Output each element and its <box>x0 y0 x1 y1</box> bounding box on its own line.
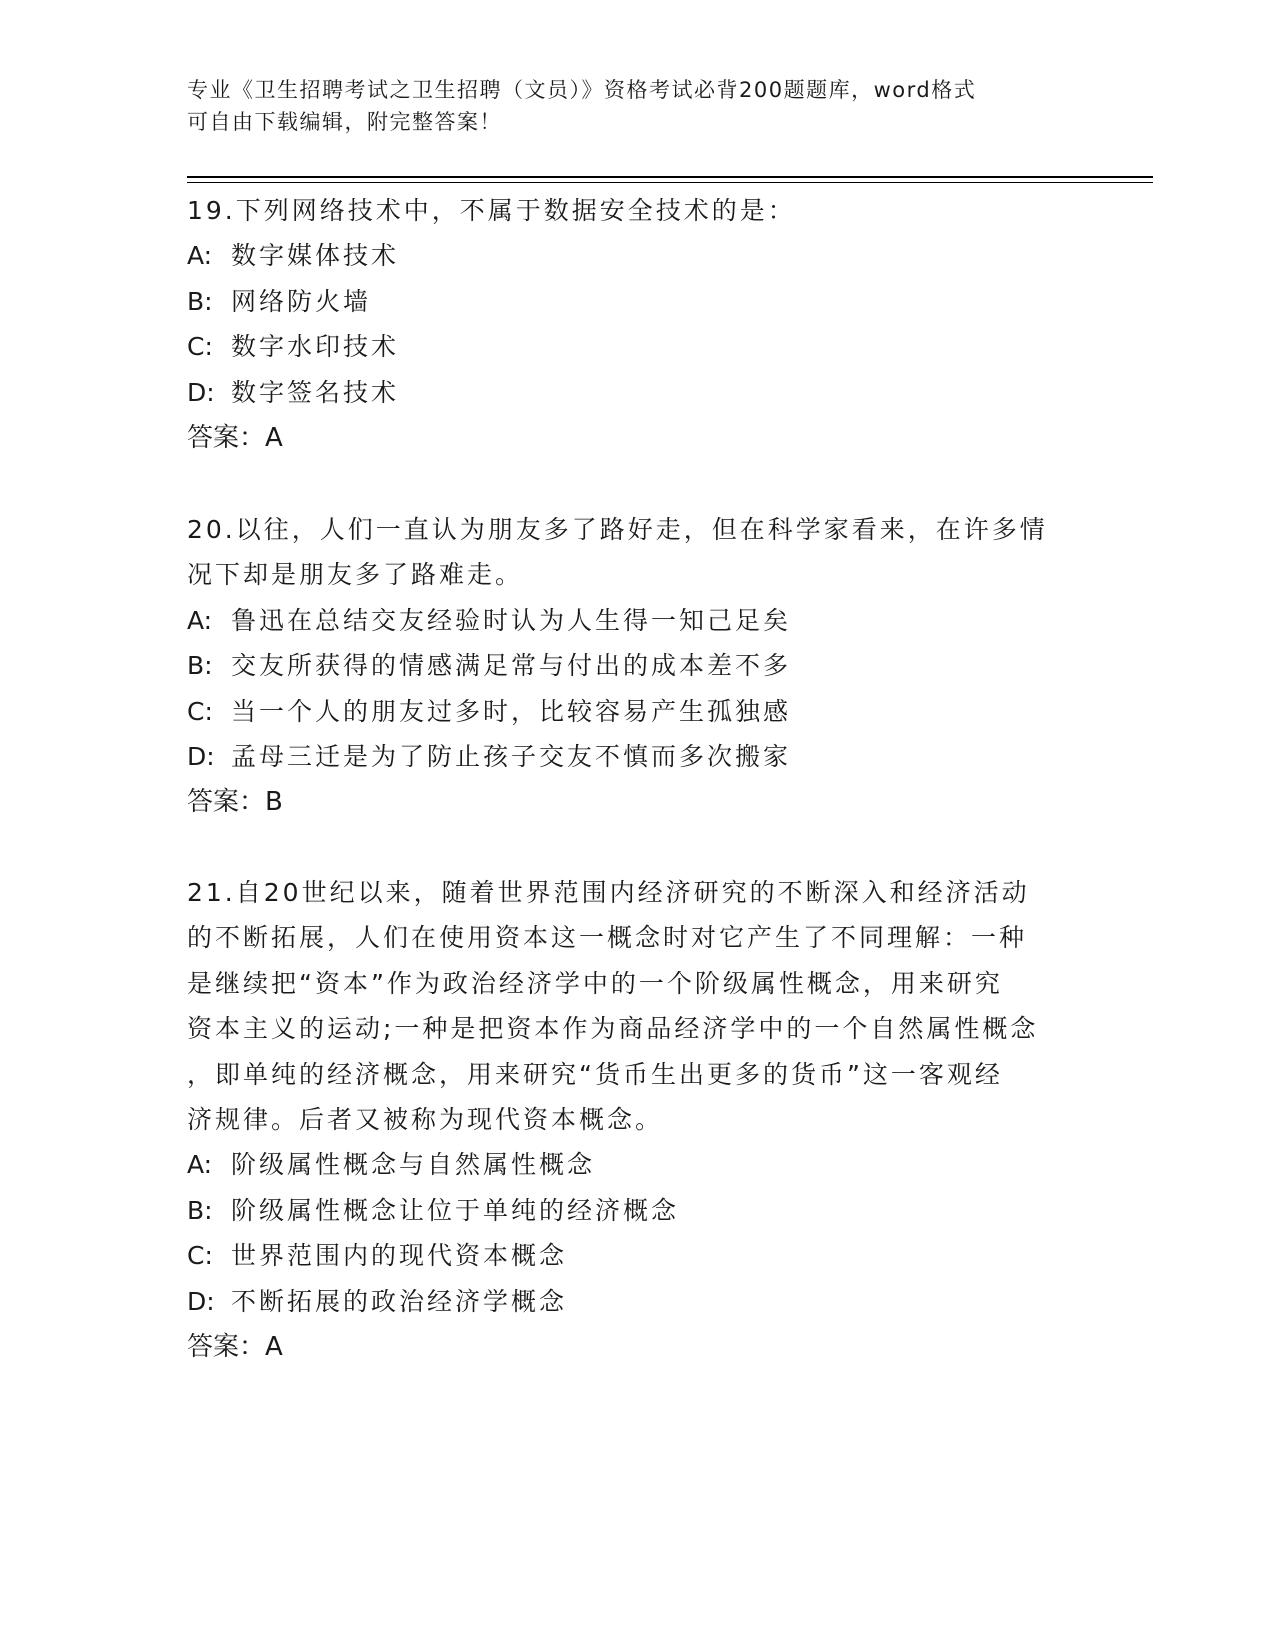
option-letter: C: <box>187 696 213 726</box>
document-header <box>187 74 1087 138</box>
option-letter: B: <box>187 1195 213 1225</box>
answer: 答案：A <box>187 423 283 454</box>
option-letter: D: <box>187 377 215 407</box>
option-a <box>187 598 1087 643</box>
header-line-1: 专业《卫生招聘考试之卫生招聘（文员）》资格考试必背200题题库，word格式 <box>187 78 977 102</box>
option-letter: C: <box>187 1241 213 1271</box>
question-stem-line: 资本主义的运动;一种是把资本作为商品经济学中的一个自然属性概念 <box>187 1014 1039 1044</box>
question-stem-line: ，即单纯的经济概念，用来研究“货币生出更多的货币”这一客观经 <box>187 1059 1003 1089</box>
question-stem-line: 的不断拓展，人们在使用资本这一概念时对它产生了不同理解：一种 <box>187 923 1028 953</box>
question-20 <box>187 507 1087 825</box>
header-divider-thin <box>187 182 1153 183</box>
answer: 答案：A <box>187 1332 283 1363</box>
option-text: 不断拓展的政治经济学概念 <box>231 1286 568 1316</box>
option-text: 当一个人的朋友过多时，比较容易产生孤独感 <box>231 696 792 726</box>
option-text: 孟母三迁是为了防止孩子交友不慎而多次搬家 <box>231 742 792 772</box>
option-c <box>187 324 1087 369</box>
option-letter: B: <box>187 651 213 681</box>
option-letter: D: <box>187 1286 215 1316</box>
answer: 答案：B <box>187 787 283 818</box>
option-letter: A: <box>187 241 213 271</box>
header-line-2: 可自由下载编辑，附完整答案！ <box>187 110 502 134</box>
option-d <box>187 1279 1087 1324</box>
question-stem-line: 20.以往，人们一直认为朋友多了路好走，但在科学家看来，在许多情 <box>187 515 1048 544</box>
option-d <box>187 734 1087 779</box>
question-stem-line: 21.自20世纪以来，随着世界范围内经济研究的不断深入和经济活动 <box>187 878 1030 907</box>
question-stem-line: 况下却是朋友多了路难走。 <box>187 560 524 590</box>
option-text: 数字签名技术 <box>231 377 400 407</box>
question-stem-line: 是继续把“资本”作为政治经济学中的一个阶级属性概念，用来研究 <box>187 968 1003 998</box>
option-c <box>187 1233 1087 1278</box>
option-text: 网络防火墙 <box>231 286 372 316</box>
option-letter: C: <box>187 332 213 362</box>
question-stem-line: 19.下列网络技术中，不属于数据安全技术的是： <box>187 196 796 225</box>
option-c <box>187 689 1087 734</box>
option-b <box>187 279 1087 324</box>
option-text: 鲁迅在总结交友经验时认为人生得一知己足矣 <box>231 605 792 635</box>
question-stem <box>187 507 1087 598</box>
option-text: 数字媒体技术 <box>231 241 400 271</box>
option-letter: D: <box>187 742 215 772</box>
option-a <box>187 1142 1087 1187</box>
question-stem-line: 济规律。后者又被称为现代资本概念。 <box>187 1105 664 1135</box>
question-stem <box>187 188 1087 233</box>
option-letter: B: <box>187 286 213 316</box>
question-stem <box>187 870 1087 1142</box>
question-21 <box>187 870 1087 1370</box>
option-text: 阶级属性概念与自然属性概念 <box>231 1150 596 1180</box>
option-b <box>187 643 1087 688</box>
option-d <box>187 370 1087 415</box>
header-divider-thick <box>187 176 1153 178</box>
option-text: 世界范围内的现代资本概念 <box>231 1241 568 1271</box>
option-b <box>187 1188 1087 1233</box>
option-text: 数字水印技术 <box>231 332 400 362</box>
option-text: 交友所获得的情感满足常与付出的成本差不多 <box>231 651 792 681</box>
option-text: 阶级属性概念让位于单纯的经济概念 <box>231 1195 680 1225</box>
option-a <box>187 233 1087 278</box>
option-letter: A: <box>187 1150 213 1180</box>
question-19 <box>187 188 1087 461</box>
option-letter: A: <box>187 605 213 635</box>
